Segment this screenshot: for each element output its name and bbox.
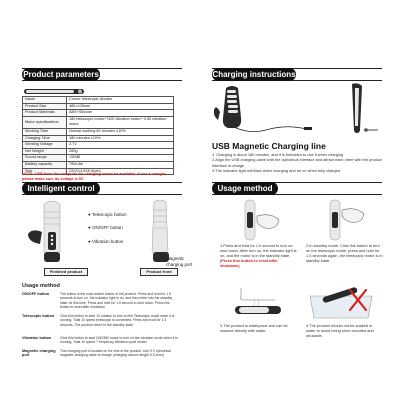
parameter-row (23, 161, 174, 168)
usb-step-1: 1. Charging is about 180 minutes, and it is forbidden to use it when charging (212, 152, 344, 157)
parameter-key: Net Weight (23, 148, 67, 155)
parameter-key: Product Materials (23, 110, 67, 117)
parameters-table (22, 96, 174, 175)
step1-hand-image (215, 198, 297, 242)
usage-method-heading: Usage method (212, 182, 278, 195)
step1-text: 1.Press and hold for 1.5 second to turn on: shut down; After turn on, the indicator light is on, and the motor is in the standby state. (Press this button to reset after shutdown) (220, 243, 297, 268)
charging-instructions-heading: Charging instructions (212, 70, 296, 79)
step4-no-soak-image (300, 282, 382, 322)
step4-text: 4.The product should not be soaked in water to avoid being short circuited and unusable. (306, 323, 374, 338)
step1-reset-note: (Press this button to reset after shutdown) (220, 257, 278, 268)
parameter-value: 180 telescopic motor+ N20 vibration motor+ 0.50 vibration motor (67, 116, 174, 128)
parameter-row (23, 135, 174, 142)
parameter-key: Battery capacity (23, 161, 67, 168)
usage-row-onoff: ON/OFF button The button is the main switch button of the product. Press and hold for 1.5 seconds to turn on, the indicator light is on, and then enter into the standby state. At this time, Press and hold for 1.5 second to shut down. Press this button to reset after shutdown (22, 292, 173, 309)
intelligent-control-heading: Intelligent control (22, 182, 100, 195)
product-front-caption: Product front (140, 268, 178, 276)
charging-device-image (212, 82, 382, 138)
parameter-row (23, 128, 174, 135)
parameter-key: Size (23, 168, 67, 175)
step3-washing-image (215, 282, 297, 322)
parameter-row (23, 97, 174, 104)
parameter-key: Product Size (23, 103, 67, 110)
parameter-key: Charging Time (23, 135, 67, 142)
product-parameters-bar (22, 68, 182, 81)
parameter-value: Normal working 60 minutes ±10% (67, 128, 174, 135)
parameter-row (23, 155, 174, 162)
usage-method-title: Usage method (22, 283, 60, 289)
parameter-key: Sound range (23, 155, 67, 162)
telescopic-button-label: ● Telescopic button (88, 212, 127, 217)
parameter-value: ABS+Silicone (67, 110, 174, 117)
parameter-row (23, 110, 174, 117)
usb-step-3: 3.The indicator light will flash when charging and be on when fully charged (212, 168, 341, 174)
parameter-key: Name (23, 97, 67, 104)
usage-row-telescopic: Telescopic button Click this button to start 10 rotation to turn on the Telescopic mode when it is running, Total 10 speed telescopic is connected, Press and hold for 1.5 seconds, The product return to the standby state. (22, 314, 175, 327)
parameter-value: Corner telescopic vibrator (67, 97, 174, 104)
charger-note: NOTE: USB from the computer for charging would be available. If use a charger, please make sure its voltage is 5V. (22, 172, 167, 181)
magnetic-port-label: Magnetic charging port (166, 256, 193, 267)
product-parameters-heading: Product parameters (23, 70, 99, 79)
step2-text: 2.In standby mode, Click this button to turn on the telescopic mode, press and hold for 1.5 seconds again, the telescopic motor is in standby state. (306, 243, 383, 263)
vibration-pointer-icon: ● (88, 239, 91, 244)
usb-charging-title: USB Magnetic Charging line (212, 141, 326, 151)
usage-row-vibration: Vibration button Click this button to start N20/350 motor to turn on the vibration mode when it is running, Total 10 speed 7 frequency vibration cycle model. (22, 336, 178, 345)
parameter-value: 180 minutes ±10% (67, 135, 174, 142)
product-thumbnail-image (22, 87, 92, 96)
finished-product-caption: Finished product (44, 268, 88, 276)
parameter-row (23, 116, 174, 128)
parameter-key: Working Voltage (23, 142, 67, 149)
onoff-button-label: ● ON/OFF button (88, 225, 123, 230)
intelligent-control-bar (22, 182, 182, 195)
parameter-key: Working Time (23, 128, 67, 135)
parameter-value: 220X14.5X5.5(cm) (67, 168, 174, 175)
telescopic-pointer-icon: ● (88, 212, 91, 217)
usage-row-magnetic: Magnetic charging port This charging port is located on the end of the product. Use 5 V cylindrical magnetic charging cable to charge (charging column length 6.5.2mm) (22, 349, 171, 358)
usb-charging-steps (212, 152, 382, 174)
parameter-value: 280g (67, 148, 174, 155)
parameter-row (23, 142, 174, 149)
parameter-row (23, 148, 174, 155)
step3-text: 3.The product is waterproof and can be washed directly with water. (220, 323, 288, 333)
usb-step-2: 2.Align the USB charging cable with the cylindrical interface and attract each other with the product interface to charge. (212, 157, 382, 168)
usage-method-bar (212, 182, 382, 195)
parameter-value: 780mAh (67, 161, 174, 168)
charging-instructions-bar (212, 68, 382, 81)
parameter-value: 485×105mm (67, 103, 174, 110)
vibration-button-label: ● Vibration button (88, 239, 124, 244)
finished-product-image (22, 198, 108, 268)
step2-hand-image (300, 198, 382, 242)
parameter-key: Motor specifications (23, 116, 67, 128)
onoff-pointer-icon: ● (88, 225, 91, 230)
parameter-row (23, 103, 174, 110)
parameter-value: 3.7V (67, 142, 174, 149)
parameter-value: <50dB (67, 155, 174, 162)
